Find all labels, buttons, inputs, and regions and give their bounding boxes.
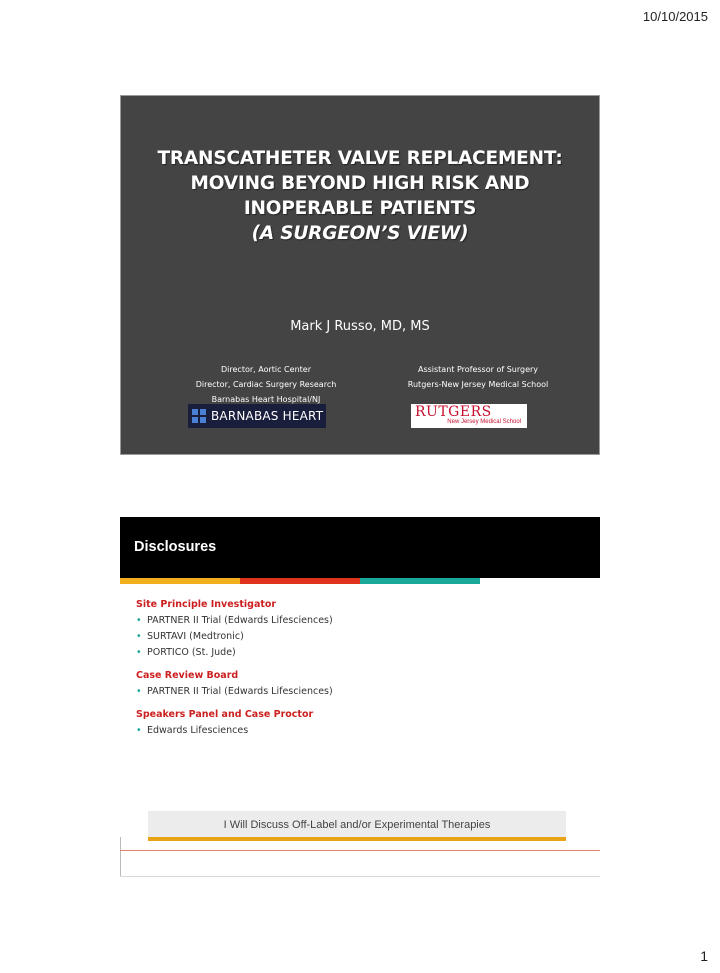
bullet-icon: • xyxy=(136,631,142,642)
divider xyxy=(120,850,600,851)
list-item xyxy=(136,684,576,700)
list-item xyxy=(136,723,576,739)
affiliation-line: Director, Aortic Center xyxy=(221,365,311,374)
divider xyxy=(598,517,600,578)
title-slide xyxy=(120,95,600,455)
section-heading: Case Review Board xyxy=(136,670,239,681)
disclosure-list xyxy=(136,597,576,746)
barnabas-grid-icon xyxy=(192,409,206,423)
list-item xyxy=(136,645,576,661)
affiliation-line: Rutgers-New Jersey Medical School xyxy=(407,380,549,389)
affiliation-right xyxy=(383,362,573,392)
slide-subtitle: (A SURGEON’S VIEW) xyxy=(251,223,469,244)
stripe-teal xyxy=(360,578,480,584)
stripe-red xyxy=(240,578,360,584)
stripe-yellow xyxy=(120,578,240,584)
item-text: PORTICO (St. Jude) xyxy=(147,647,236,658)
disclosure-section xyxy=(136,597,576,661)
disclosure-section xyxy=(136,707,576,739)
list-item xyxy=(136,613,576,629)
color-stripes xyxy=(120,578,480,584)
barnabas-logo-text: BARNABAS HEART xyxy=(211,409,324,423)
item-text: PARTNER II Trial (Edwards Lifesciences) xyxy=(147,686,333,697)
slide-title: Disclosures xyxy=(134,539,217,555)
disclosures-slide xyxy=(120,517,600,877)
affiliation-line: Assistant Professor of Surgery xyxy=(417,365,539,374)
rutgers-logo xyxy=(411,404,527,428)
rutgers-logo-school: New Jersey Medical School xyxy=(447,419,521,425)
off-label-banner: I Will Discuss Off-Label and/or Experimental Therapies xyxy=(148,811,566,841)
affiliation-line: Barnabas Heart Hospital/NJ xyxy=(211,395,321,404)
bullet-icon: • xyxy=(136,615,142,626)
item-text: SURTAVI (Medtronic) xyxy=(147,631,244,642)
bullet-icon: • xyxy=(136,686,142,697)
divider xyxy=(120,876,600,877)
list-item xyxy=(136,629,576,645)
barnabas-heart-logo xyxy=(188,404,326,428)
title-line: MOVING BEYOND HIGH RISK AND xyxy=(190,173,530,194)
divider xyxy=(120,837,121,877)
title-line: INOPERABLE PATIENTS xyxy=(243,198,477,219)
slide-header xyxy=(120,517,600,578)
bullet-icon: • xyxy=(136,725,142,736)
affiliation-left xyxy=(171,362,361,407)
section-heading: Speakers Panel and Case Proctor xyxy=(136,709,314,720)
bullet-icon: • xyxy=(136,647,142,658)
disclosure-section xyxy=(136,668,576,700)
page-date: 10/10/2015 xyxy=(642,9,708,24)
page-number: 1 xyxy=(700,948,708,964)
item-text: PARTNER II Trial (Edwards Lifesciences) xyxy=(147,615,333,626)
title-line: TRANSCATHETER VALVE REPLACEMENT: xyxy=(157,148,563,169)
item-text: Edwards Lifesciences xyxy=(147,725,249,736)
rutgers-logo-name: RUTGERS xyxy=(415,404,492,420)
affiliation-line: Director, Cardiac Surgery Research xyxy=(195,380,337,389)
section-heading: Site Principle Investigator xyxy=(136,599,277,610)
author-name: Mark J Russo, MD, MS xyxy=(290,319,430,334)
slide-title xyxy=(121,146,599,246)
